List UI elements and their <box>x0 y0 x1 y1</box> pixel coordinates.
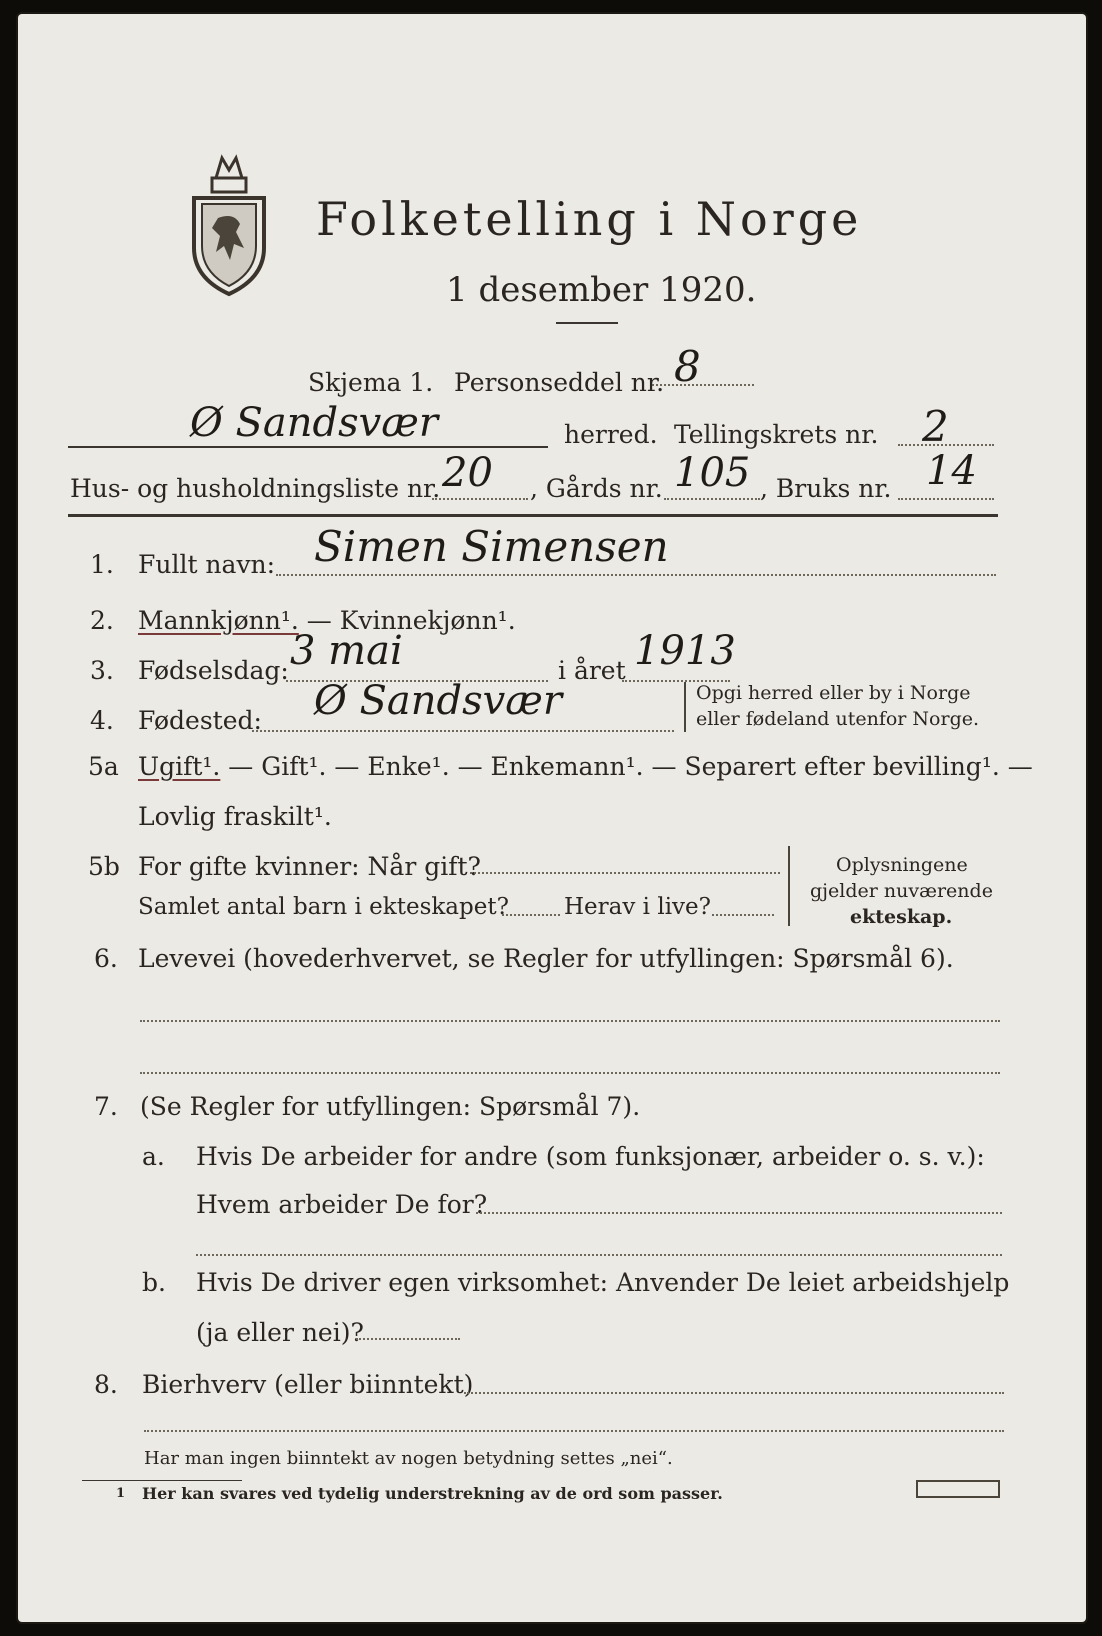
q3-label: Fødselsdag: <box>138 656 289 685</box>
bruks-value[interactable]: 14 <box>926 448 977 494</box>
q2-female-option[interactable]: Kvinnekjønn¹. <box>339 606 516 635</box>
q7a-line2[interactable] <box>196 1254 1002 1256</box>
title-divider <box>556 322 618 324</box>
q6-line2[interactable] <box>140 1072 1000 1074</box>
q5a-fraskilt-option[interactable]: Lovlig fraskilt¹. <box>138 802 332 831</box>
q2-male-option[interactable]: Mannkjønn¹. <box>138 606 299 635</box>
q4-number: 4. <box>90 706 114 735</box>
q7b-letter: b. <box>142 1268 166 1297</box>
q4-line <box>252 730 674 732</box>
q7a-line1[interactable] <box>476 1212 1002 1214</box>
q1-value[interactable]: Simen Simensen <box>314 522 669 571</box>
q1-label: Fullt navn: <box>138 550 276 579</box>
q2-separator: — <box>298 606 340 635</box>
husholdning-label: Hus- og husholdningsliste nr. <box>70 474 441 503</box>
personseddel-value[interactable]: 8 <box>674 342 701 391</box>
personseddel-line <box>652 384 754 386</box>
tellingskrets-value[interactable]: 2 <box>922 402 949 451</box>
q6-label: Levevei (hovederhvervet, se Regler for utfyllingen: Spørsmål 6). <box>138 944 954 973</box>
q5b-note-brace <box>788 846 792 926</box>
bruks-line <box>898 498 994 500</box>
q7a-letter: a. <box>142 1142 165 1171</box>
q5b-label1: For gifte kvinner: Når gift? <box>138 852 481 881</box>
gards-line <box>664 498 760 500</box>
q4-note-line1: Opgi herred eller by i Norge <box>696 682 971 704</box>
herred-label: herred. <box>564 420 658 449</box>
herred-value[interactable]: Ø Sandsvær <box>190 400 438 446</box>
q7b-label2: (ja eller nei)? <box>196 1318 364 1347</box>
q5a-other-options[interactable]: — Gift¹. — Enke¹. — Enkemann¹. — Separert efter bevilling¹. — <box>228 752 1033 781</box>
q5a-number: 5a <box>88 752 119 781</box>
q7a-label2: Hvem arbeider De for? <box>196 1190 488 1219</box>
q7a-label: Hvis De arbeider for andre (som funksjonær, arbeider o. s. v.): <box>196 1142 985 1171</box>
footnote-text: Her kan svares ved tydelig understrekning av de ord som passer. <box>142 1484 723 1503</box>
q7b-line[interactable] <box>356 1338 460 1340</box>
husholdning-line <box>432 498 528 500</box>
q4-label: Fødested: <box>138 706 262 735</box>
personseddel-label: Personseddel nr. <box>454 368 665 397</box>
gards-label: , Gårds nr. <box>530 474 663 503</box>
q5b-alive-line <box>712 914 774 916</box>
q5b-number: 5b <box>88 852 120 881</box>
q8-number: 8. <box>94 1370 118 1399</box>
form-date: 1 desember 1920. <box>446 270 757 310</box>
footnote-mark: 1 <box>116 1486 126 1501</box>
census-form <box>18 14 1086 1622</box>
q5b-note-line1: Oplysningene <box>836 854 968 876</box>
q3-number: 3. <box>90 656 114 685</box>
tellingskrets-label: Tellingskrets nr. <box>674 420 879 449</box>
section-divider <box>68 514 998 517</box>
bruks-label: , Bruks nr. <box>760 474 892 503</box>
q4-value[interactable]: Ø Sandsvær <box>314 678 562 724</box>
footnote-divider <box>82 1480 242 1481</box>
printer-mark-icon <box>916 1480 1000 1498</box>
q6-line1[interactable] <box>140 1020 1000 1022</box>
q5a-ugift-option[interactable]: Ugift¹. <box>138 752 221 781</box>
gards-value[interactable]: 105 <box>674 450 751 496</box>
q8-label: Bierhverv (eller biinntekt) <box>142 1370 474 1399</box>
q3-year-label: i året <box>558 656 626 685</box>
skjema-label: Skjema 1. <box>308 368 434 397</box>
q2-number: 2. <box>90 606 114 635</box>
q4-note-line2: eller fødeland utenfor Norge. <box>696 708 980 730</box>
q5b-note-line3: ekteskap. <box>850 906 953 928</box>
q4-note-brace <box>684 682 688 732</box>
biinntekt-note: Har man ingen biinntekt av nogen betydning settes „nei“. <box>144 1448 673 1469</box>
q5b-children-line <box>502 914 560 916</box>
q1-number: 1. <box>90 550 114 579</box>
herred-line <box>68 446 548 448</box>
q8-line1[interactable] <box>464 1392 1004 1394</box>
q1-line <box>276 574 996 576</box>
coat-of-arms-icon <box>188 148 270 298</box>
q5b-label2: Samlet antal barn i ekteskapet? <box>138 894 509 920</box>
q5b-label3: Herav i live? <box>564 894 711 920</box>
husholdning-value[interactable]: 20 <box>442 450 493 496</box>
q8-line2[interactable] <box>144 1430 1004 1432</box>
q3-year-value[interactable]: 1913 <box>634 628 736 674</box>
q5b-note-line2: gjelder nuværende <box>810 880 993 902</box>
q3-value[interactable]: 3 mai <box>290 628 403 674</box>
q5a-options <box>138 752 1033 781</box>
q7-label: (Se Regler for utfyllingen: Spørsmål 7). <box>140 1092 641 1121</box>
q7-number: 7. <box>94 1092 118 1121</box>
q5b-married-line <box>470 872 780 874</box>
form-title: Folketelling i Norge <box>316 192 863 246</box>
q6-number: 6. <box>94 944 118 973</box>
q7b-label: Hvis De driver egen virksomhet: Anvender De leiet arbeidshjelp <box>196 1268 1010 1297</box>
